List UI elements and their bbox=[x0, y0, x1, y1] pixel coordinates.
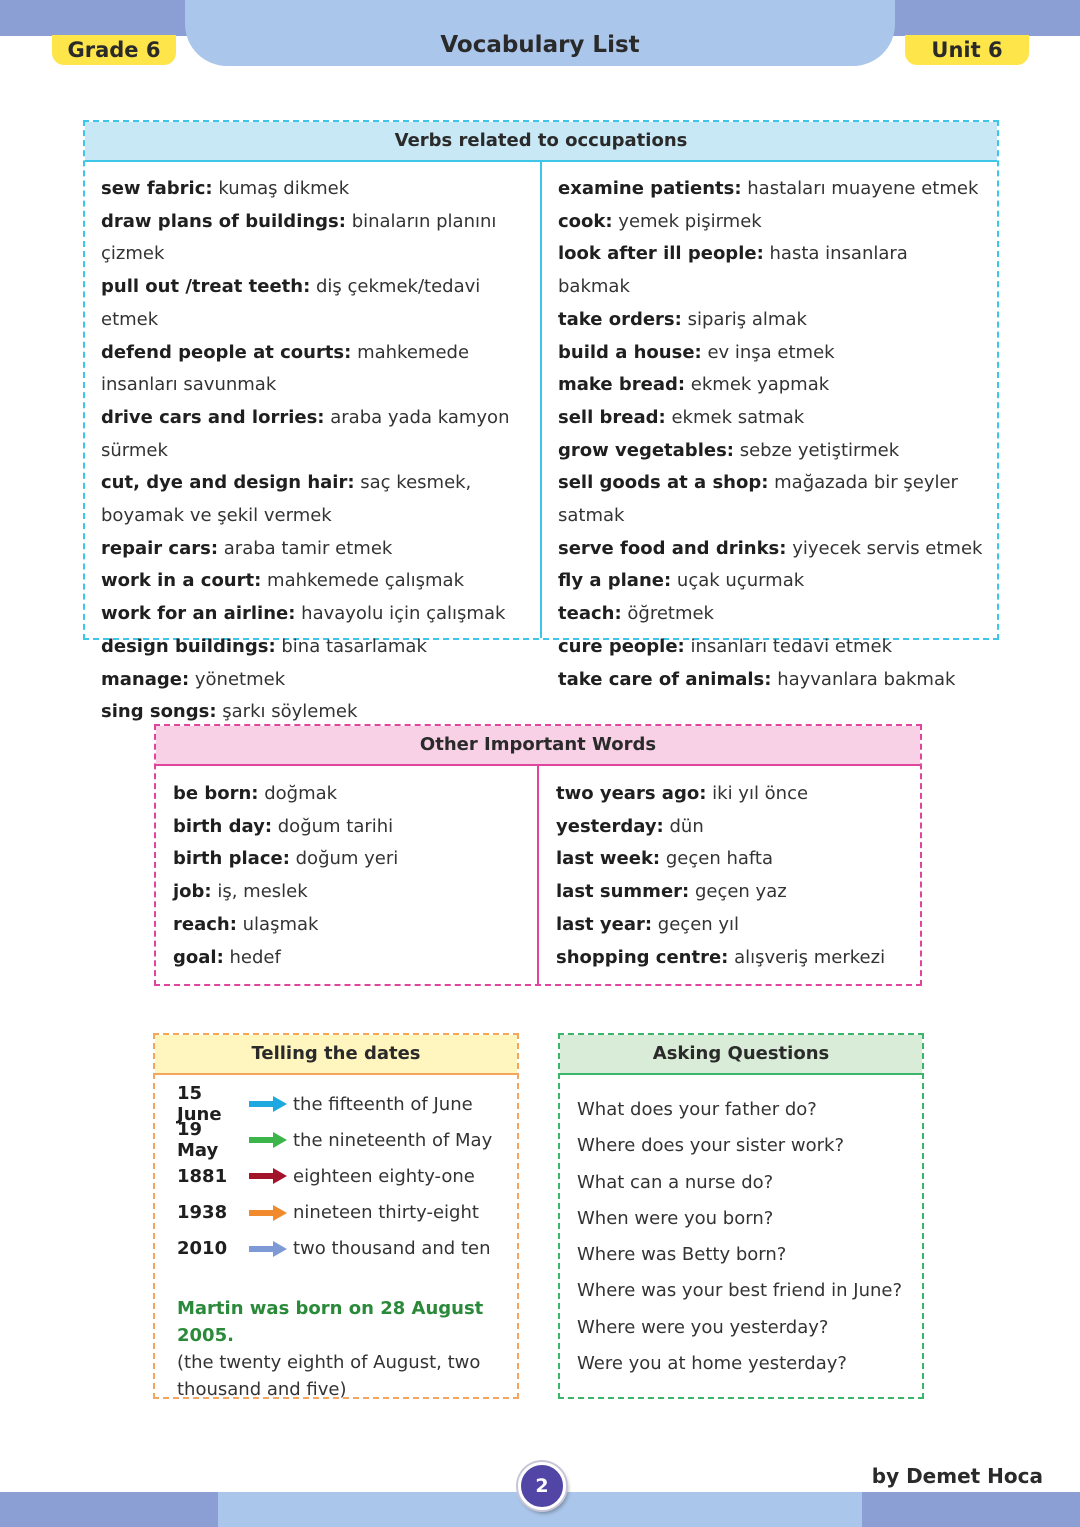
vocab-term: sew fabric: bbox=[101, 178, 213, 199]
vocab-translation: dün bbox=[663, 815, 704, 837]
vocab-entry bbox=[558, 598, 983, 631]
arrow-right-icon bbox=[249, 1132, 287, 1148]
vocab-term: be born: bbox=[173, 783, 259, 804]
vocab-entry bbox=[101, 533, 526, 566]
vocab-entry bbox=[558, 206, 983, 239]
vocab-entry bbox=[101, 206, 526, 271]
vocab-term: take care of animals: bbox=[558, 668, 772, 690]
vocab-term: defend people at courts: bbox=[101, 341, 352, 363]
vocab-translation: geçen hafta bbox=[660, 848, 773, 870]
date-reading: nineteen thirty-eight bbox=[293, 1202, 479, 1224]
vocab-translation: ulaşmak bbox=[236, 913, 319, 935]
vocab-entry bbox=[101, 664, 526, 697]
question-item: Where does your sister work? bbox=[577, 1135, 845, 1157]
vocab-translation: sebze yetiştirmek bbox=[733, 439, 900, 461]
vocab-translation: araba tamir etmek bbox=[218, 537, 393, 559]
vocab-entry bbox=[101, 598, 526, 631]
vocab-translation: öğretmek bbox=[621, 603, 714, 625]
date-value: 1881 bbox=[177, 1165, 228, 1187]
vocab-entry bbox=[558, 467, 983, 532]
vocab-term: repair cars: bbox=[101, 537, 219, 559]
vocab-entry bbox=[101, 402, 526, 467]
vocab-translation: insanları tedavi etmek bbox=[684, 635, 892, 657]
page-number: 2 bbox=[518, 1462, 566, 1510]
vocab-translation: mağazada bir şeyler satmak bbox=[558, 472, 958, 527]
page-title: Vocabulary List bbox=[440, 32, 640, 58]
vocab-translation: şarkı söylemek bbox=[216, 701, 358, 723]
vocab-term: last week: bbox=[556, 848, 661, 870]
vocab-translation: ekmek satmak bbox=[665, 406, 805, 428]
date-example-reading: (the twenty eighth of August, two thousand and five) bbox=[177, 1351, 481, 1400]
vocab-entry bbox=[173, 811, 523, 844]
vocab-entry bbox=[558, 631, 983, 664]
other-words-right-column bbox=[537, 766, 920, 984]
verbs-right-column bbox=[540, 162, 997, 690]
vocab-entry bbox=[173, 909, 523, 942]
vocab-term: examine patients: bbox=[558, 178, 742, 199]
arrow-right-icon bbox=[249, 1168, 287, 1184]
date-value: 1938 bbox=[177, 1202, 228, 1224]
date-reading: the fifteenth of June bbox=[293, 1093, 473, 1115]
arrow-right-icon bbox=[249, 1241, 287, 1257]
vocab-term: work for an airline: bbox=[101, 603, 296, 625]
vocab-entry bbox=[556, 909, 906, 942]
vocab-entry bbox=[558, 533, 983, 566]
vocab-entry bbox=[101, 565, 526, 598]
vocab-translation: iki yıl önce bbox=[706, 783, 809, 804]
vocab-term: job: bbox=[173, 881, 212, 903]
vocab-entry bbox=[556, 811, 906, 844]
vocab-translation: hastaları muayene etmek bbox=[741, 178, 979, 199]
vocab-term: teach: bbox=[558, 603, 622, 625]
vocab-term: cure people: bbox=[558, 635, 685, 657]
other-words-left-column bbox=[156, 766, 537, 984]
date-row bbox=[155, 1119, 517, 1162]
bottom-right-bar bbox=[862, 1492, 1080, 1527]
vocab-entry bbox=[101, 631, 526, 664]
verbs-box-title: Verbs related to occupations bbox=[85, 122, 997, 162]
date-row bbox=[155, 1231, 517, 1267]
vocab-entry bbox=[558, 337, 983, 370]
vocab-translation: mahkemede insanları savunmak bbox=[101, 341, 470, 396]
vocab-term: two years ago: bbox=[556, 783, 707, 804]
vocab-term: serve food and drinks: bbox=[558, 537, 787, 559]
verbs-left-column bbox=[85, 162, 540, 723]
vocab-entry bbox=[173, 942, 523, 975]
vocab-term: reach: bbox=[173, 913, 237, 935]
vocab-term: sell goods at a shop: bbox=[558, 472, 769, 494]
vocab-translation: saç kesmek, boyamak ve şekil vermek bbox=[101, 472, 472, 527]
vocab-entry bbox=[558, 304, 983, 337]
vocab-term: birth place: bbox=[173, 848, 290, 870]
verbs-box bbox=[83, 120, 999, 723]
other-words-box bbox=[154, 724, 922, 986]
date-value: 15 June bbox=[177, 1083, 222, 1126]
vocab-term: pull out /treat teeth: bbox=[101, 276, 311, 298]
vocab-entry bbox=[558, 664, 983, 697]
date-reading: eighteen eighty-one bbox=[293, 1165, 475, 1187]
vocab-translation: havayolu için çalışmak bbox=[295, 603, 506, 625]
title-tab bbox=[185, 0, 895, 66]
vocab-entry bbox=[558, 238, 983, 303]
telling-dates-box bbox=[153, 1033, 519, 1399]
vocab-entry bbox=[556, 778, 906, 811]
vocab-translation: geçen yaz bbox=[689, 881, 787, 903]
vocab-translation: hasta insanlara bakmak bbox=[558, 243, 908, 298]
vocab-term: work in a court: bbox=[101, 570, 262, 592]
vocab-translation: hayvanlara bakmak bbox=[771, 668, 956, 690]
vocab-term: yesterday: bbox=[556, 815, 664, 837]
vocab-translation: kumaş dikmek bbox=[212, 178, 350, 199]
vocab-translation: iş, meslek bbox=[211, 881, 308, 903]
question-list bbox=[560, 1075, 922, 1382]
vocab-entry bbox=[558, 173, 983, 206]
vocab-term: goal: bbox=[173, 946, 224, 968]
vocab-translation: uçak uçurmak bbox=[671, 570, 805, 592]
vocab-translation: binaların planını çizmek bbox=[101, 210, 497, 265]
asking-questions-title: Asking Questions bbox=[560, 1035, 922, 1075]
vocab-entry bbox=[558, 369, 983, 402]
vocab-translation: doğum yeri bbox=[289, 848, 399, 870]
vocab-term: birth day: bbox=[173, 815, 273, 837]
date-reading: the nineteenth of May bbox=[293, 1129, 493, 1151]
bottom-left-bar bbox=[0, 1492, 218, 1527]
question-item: Where was your best friend in June? bbox=[577, 1280, 903, 1302]
vocab-term: cook: bbox=[558, 210, 613, 232]
vocab-term: take orders: bbox=[558, 308, 682, 330]
date-row bbox=[155, 1083, 517, 1126]
other-words-title: Other Important Words bbox=[156, 726, 920, 766]
vocab-entry bbox=[558, 402, 983, 435]
vocab-translation: bina tasarlamak bbox=[275, 635, 427, 657]
question-item: Where was Betty born? bbox=[577, 1244, 787, 1266]
vocab-entry bbox=[558, 565, 983, 598]
vocab-entry bbox=[558, 435, 983, 468]
vocab-term: fly a plane: bbox=[558, 570, 672, 592]
arrow-right-icon bbox=[249, 1205, 287, 1221]
unit-badge: Unit 6 bbox=[905, 35, 1029, 65]
vocab-entry bbox=[173, 843, 523, 876]
vocab-translation: diş çekmek/tedavi etmek bbox=[101, 276, 481, 330]
top-right-bar bbox=[880, 0, 1080, 36]
telling-dates-title: Telling the dates bbox=[155, 1035, 517, 1075]
vocab-term: sing songs: bbox=[101, 701, 217, 723]
vocab-term: last summer: bbox=[556, 881, 690, 903]
asking-questions-box bbox=[558, 1033, 924, 1399]
date-value: 2010 bbox=[177, 1238, 228, 1260]
question-item: When were you born? bbox=[577, 1207, 774, 1229]
arrow-right-icon bbox=[249, 1096, 287, 1112]
vocab-term: look after ill people: bbox=[558, 243, 764, 265]
vocab-translation: yiyecek servis etmek bbox=[786, 537, 983, 559]
vocab-translation: geçen yıl bbox=[652, 913, 740, 935]
author-credit: by Demet Hoca bbox=[871, 1464, 1043, 1488]
vocab-translation: hedef bbox=[223, 946, 281, 968]
grade-badge: Grade 6 bbox=[52, 35, 176, 65]
vocab-entry bbox=[556, 843, 906, 876]
vocab-term: make bread: bbox=[558, 374, 686, 396]
vocab-entry bbox=[101, 467, 526, 532]
vocab-term: cut, dye and design hair: bbox=[101, 472, 355, 494]
vocab-translation: doğum tarihi bbox=[272, 815, 394, 837]
vocab-term: draw plans of buildings: bbox=[101, 210, 346, 232]
vocab-entry bbox=[173, 778, 523, 811]
date-reading: two thousand and ten bbox=[293, 1238, 491, 1260]
date-example-sentence: Martin was born on 28 August 2005. bbox=[177, 1297, 484, 1346]
vocab-entry bbox=[101, 337, 526, 402]
date-row bbox=[155, 1195, 517, 1231]
date-example bbox=[177, 1295, 497, 1403]
vocab-translation: yönetmek bbox=[189, 668, 286, 690]
date-rows bbox=[155, 1075, 517, 1267]
vocab-entry bbox=[173, 876, 523, 909]
vocab-translation: sipariş almak bbox=[681, 308, 807, 330]
date-value: 19 May bbox=[177, 1119, 219, 1162]
vocab-translation: araba yada kamyon sürmek bbox=[101, 406, 510, 461]
vocab-term: build a house: bbox=[558, 341, 702, 363]
vocab-translation: alışveriş merkezi bbox=[728, 946, 886, 968]
vocab-translation: ekmek yapmak bbox=[685, 374, 830, 396]
vocab-term: last year: bbox=[556, 913, 653, 935]
vocab-entry bbox=[101, 271, 526, 336]
vocab-translation: mahkemede çalışmak bbox=[261, 570, 464, 592]
vocab-term: shopping centre: bbox=[556, 946, 729, 968]
vocab-term: drive cars and lorries: bbox=[101, 406, 325, 428]
vocab-term: manage: bbox=[101, 668, 190, 690]
date-row bbox=[155, 1158, 517, 1194]
vocab-translation: yemek pişirmek bbox=[612, 210, 762, 232]
vocab-translation: ev inşa etmek bbox=[701, 341, 835, 363]
top-left-bar bbox=[0, 0, 200, 36]
vocab-entry bbox=[556, 942, 906, 975]
question-item: What can a nurse do? bbox=[577, 1171, 774, 1193]
question-item: Where were you yesterday? bbox=[577, 1316, 829, 1338]
vocab-entry bbox=[101, 173, 526, 206]
vocab-entry bbox=[556, 876, 906, 909]
question-item: What does your father do? bbox=[577, 1099, 817, 1120]
vocab-term: sell bread: bbox=[558, 406, 666, 428]
vocab-term: grow vegetables: bbox=[558, 439, 734, 461]
question-item: Were you at home yesterday? bbox=[577, 1353, 847, 1375]
vocab-term: design buildings: bbox=[101, 635, 276, 657]
vocab-translation: doğmak bbox=[258, 783, 338, 804]
